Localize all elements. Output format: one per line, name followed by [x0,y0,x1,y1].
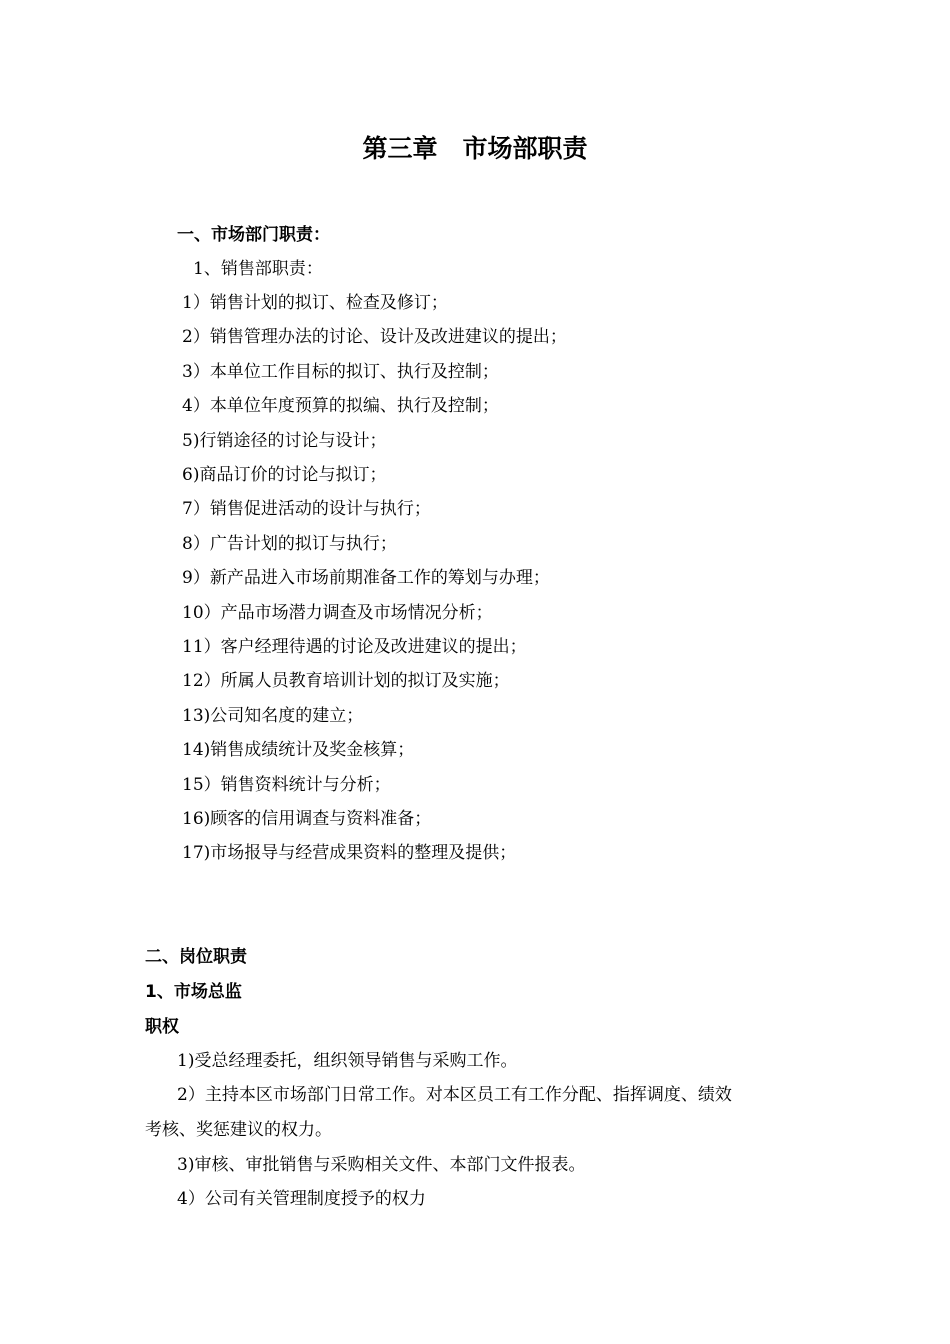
list-item: 11）客户经理待遇的讨论及改进建议的提出； [182,637,527,657]
list-item: 4）本单位年度预算的拟编、执行及控制； [182,396,499,417]
list-item: 17)市场报导与经营成果资料的整理及提供； [182,843,517,864]
subheading-sales-duties: 1、销售部职责： [193,259,323,279]
role-heading-marketing-director: 1、市场总监 [145,982,242,1002]
section-heading-position-duties: 二、岗位职责 [145,947,247,967]
list-item: 2）销售管理办法的讨论、设计及改进建议的提出； [182,327,567,348]
section-heading-department-duties: 一、市场部门职责： [177,225,330,245]
authority-label: 职权 [145,1017,179,1037]
paragraph: 3)审核、审批销售与采购相关文件、本部门文件报表。 [177,1155,586,1175]
list-item: 14)销售成绩统计及奖金核算； [182,740,415,761]
page-title: 第三章 市场部职责 [362,134,588,163]
list-item: 6)商品订价的讨论与拟订； [182,465,387,485]
list-item: 9）新产品进入市场前期准备工作的筹划与办理； [182,568,550,589]
list-item: 1）销售计划的拟订、检查及修订； [182,293,448,313]
list-item: 3）本单位工作目标的拟订、执行及控制； [182,361,499,382]
paragraph: 4）公司有关管理制度授予的权力 [177,1189,426,1209]
list-item: 15）销售资料统计与分析； [182,774,391,795]
list-item: 7）销售促进活动的设计与执行； [182,499,431,520]
list-item: 13)公司知名度的建立； [182,705,364,726]
paragraph: 2）主持本区市场部门日常工作。对本区员工有工作分配、指挥调度、绩效 [177,1085,732,1105]
list-item: 12）所属人员教育培训计划的拟订及实施； [182,671,510,692]
paragraph: 1)受总经理委托，组织领导销售与采购工作。 [177,1051,518,1071]
list-item: 10）产品市场潜力调查及市场情况分析； [182,602,493,623]
list-item: 5)行销途径的讨论与设计； [182,430,387,451]
paragraph-continuation: 考核、奖惩建议的权力。 [145,1120,332,1140]
list-item: 8）广告计划的拟订与执行； [182,533,397,554]
list-item: 16)顾客的信用调查与资料准备； [182,809,432,829]
